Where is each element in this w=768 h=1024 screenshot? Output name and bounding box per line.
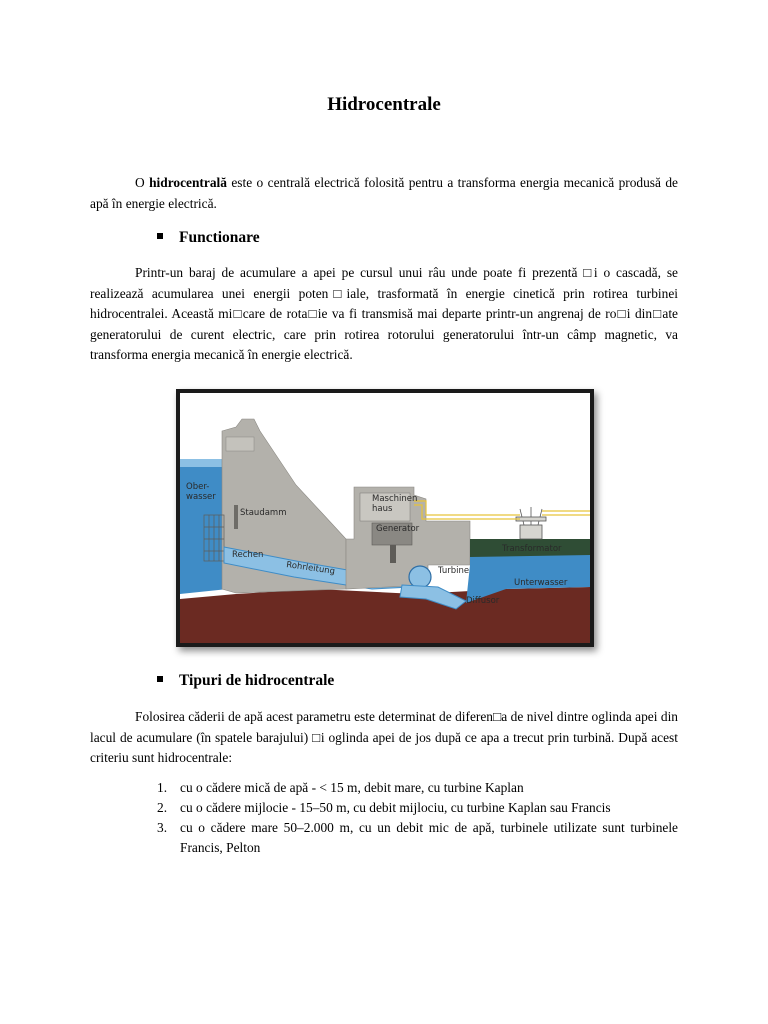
label-rechen: Rechen	[232, 550, 264, 560]
heading-text: Functionare	[179, 229, 260, 246]
turbine-wheel	[409, 566, 431, 588]
list-item: 2. cu o cădere mijlocie - 15–50 m, cu debit mijlociu, cu turbine Kaplan sau Francis	[157, 800, 611, 815]
label-oberwasser-2: wasser	[186, 492, 216, 502]
label-maschinenhaus-1: Maschinen	[372, 494, 418, 504]
page-title: Hidrocentrale	[327, 94, 441, 115]
label-maschinenhaus-2: haus	[372, 504, 393, 514]
section-heading-functionare	[157, 229, 260, 247]
label-transformator: Transformator	[502, 544, 562, 554]
label-diffusor: Diffusor	[466, 596, 500, 606]
list-item: 3. cu o cădere mare 50–2.000 m, cu un debit mic de apă, turbinele utilizate sunt turbinele Francis, Pelton	[157, 820, 678, 855]
hydropower-diagram	[176, 389, 594, 647]
heading-text: Tipuri de hidrocentrale	[179, 672, 335, 689]
intro-paragraph	[90, 173, 678, 214]
square-bullet-icon	[157, 676, 163, 682]
label-generator: Generator	[376, 524, 420, 534]
tipuri-paragraph: Folosirea căderii de apă acest parametru este determinat de diferen□a de nivel dintre oglinda apei din lacul de acumulare (în spatele barajului) □i oglinda apei de jos după ce apa a trecut prin turbină. După acest criteriu sunt hidrocentrale:	[90, 709, 678, 765]
label-turbine: Turbine	[438, 566, 470, 576]
intro-rest: este o centrală electrică folosită pentru a transforma energia mecanică produsă de apă în energie electrică.	[90, 175, 678, 211]
label-staudamm: Staudamm	[240, 508, 287, 518]
functionare-paragraph: Printr-un baraj de acumulare a apei pe cursul unui râu unde poate fi prezentă □i o cascadă, se realizează acumularea unei energii poten□iale, trasformată în energie cinetică prin rotirea turbinei hidrocentralei. Această mi□care de rota□ie va fi transmisă mai departe printr-un angrenaj de ro□i din□ate generatorului de curent electric, care prin rotirea rotorului generatorului într-un câmp magnetic, va transforma energia mecanică în energie electrică.	[90, 265, 678, 362]
section-heading-tipuri	[157, 672, 334, 690]
label-rohrleitung: Rohrleitung	[285, 560, 336, 577]
intro-prefix: O	[135, 175, 150, 190]
label-oberwasser-1: Ober-	[186, 482, 210, 492]
square-bullet-icon	[157, 233, 163, 239]
label-unterwasser: Unterwasser	[514, 578, 568, 588]
hydro-types-list	[157, 778, 678, 858]
intro-term: hidrocentrală	[149, 175, 227, 190]
list-item: 1. cu o cădere mică de apă - < 15 m, debit mare, cu turbine Kaplan	[157, 780, 524, 795]
ground	[180, 587, 590, 643]
